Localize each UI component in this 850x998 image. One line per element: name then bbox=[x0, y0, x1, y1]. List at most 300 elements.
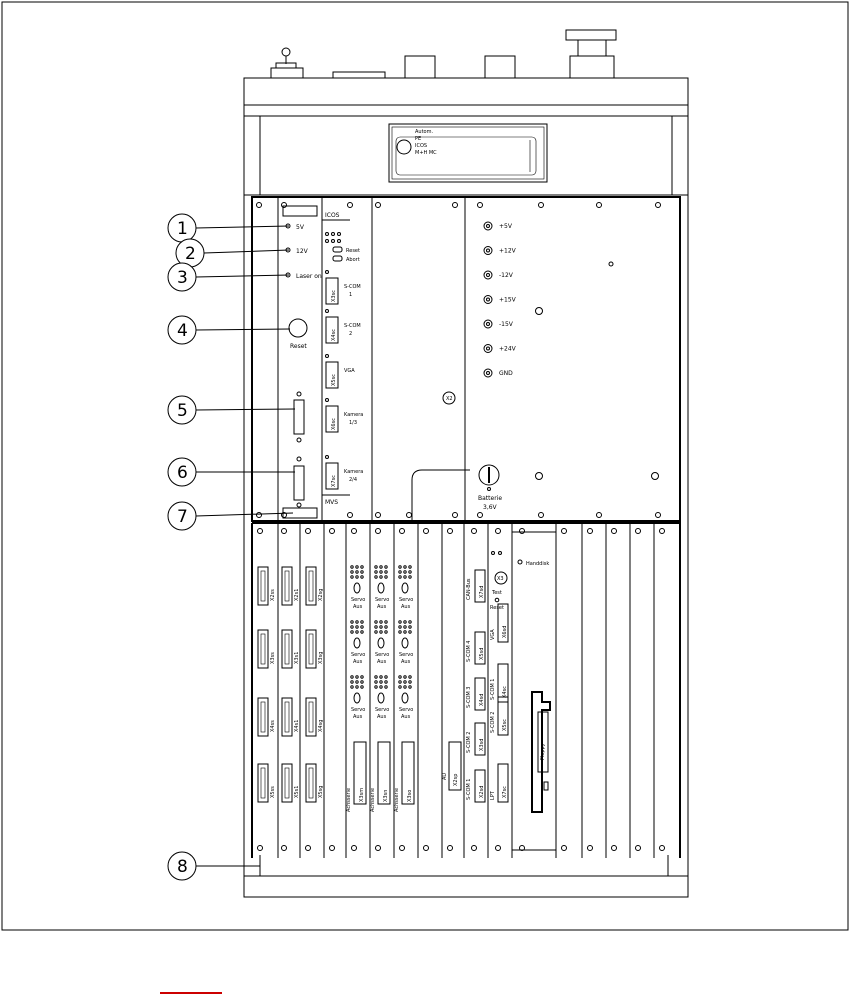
floppy-label: Floppy bbox=[540, 743, 546, 760]
sim-connector bbox=[258, 698, 268, 736]
voltage-test-point bbox=[484, 345, 492, 353]
servo-knob bbox=[354, 638, 360, 648]
servo-label: Servo bbox=[399, 652, 414, 658]
reset-led bbox=[495, 598, 499, 602]
servo-led bbox=[404, 626, 406, 628]
servo-led bbox=[356, 626, 358, 628]
servo-led bbox=[356, 621, 358, 623]
servo-led bbox=[409, 566, 411, 568]
servo-led bbox=[380, 576, 382, 578]
slot-screw bbox=[448, 529, 453, 534]
com-a-port-label: S-COM 3 bbox=[466, 686, 472, 708]
rack-screw bbox=[376, 513, 381, 518]
icos-port-label: S-COM bbox=[344, 284, 361, 290]
servo-led bbox=[351, 621, 353, 623]
icos-abort-label: Abort bbox=[346, 257, 360, 263]
roof-connectors bbox=[271, 30, 616, 78]
voltage-test-point bbox=[484, 247, 492, 255]
lower-card-cage bbox=[252, 523, 680, 858]
slot-screw bbox=[472, 529, 477, 534]
icos-port-label: Kamera bbox=[344, 469, 364, 475]
reset-button bbox=[289, 319, 307, 337]
servo-led bbox=[356, 576, 358, 578]
rack-screw bbox=[539, 203, 544, 208]
sim-connector-pins bbox=[309, 634, 313, 664]
sim-connector-pins bbox=[261, 634, 265, 664]
rack-screw bbox=[257, 513, 262, 518]
slot-screw bbox=[588, 529, 593, 534]
servo-knob bbox=[402, 638, 408, 648]
slot-screw bbox=[282, 846, 287, 851]
com-a-conn-label: X2sd bbox=[479, 785, 485, 798]
slot-screw bbox=[352, 846, 357, 851]
icos-port-label: S-COM bbox=[344, 323, 361, 329]
slot-screw bbox=[448, 846, 453, 851]
servo-led bbox=[375, 566, 377, 568]
icos-port-led bbox=[326, 399, 329, 402]
servo-led bbox=[404, 566, 406, 568]
servo-led bbox=[380, 571, 382, 573]
callout-number: 8 bbox=[177, 857, 188, 877]
plate-text-1: Autom. bbox=[415, 129, 434, 135]
servo-led bbox=[380, 681, 382, 683]
servo-led bbox=[399, 626, 401, 628]
sim-connector-pins bbox=[285, 634, 289, 664]
servo-led bbox=[351, 566, 353, 568]
icos-port-led bbox=[326, 355, 329, 358]
servo-led bbox=[399, 576, 401, 578]
com-a-conn-label: X5sd bbox=[479, 647, 485, 660]
voltage-label: +15V bbox=[499, 296, 516, 304]
sim-connector-label: X2ss bbox=[270, 589, 276, 601]
x2-label: X2 bbox=[446, 396, 453, 402]
servo-led bbox=[409, 686, 411, 688]
servo-sublabel: Aus bbox=[401, 659, 411, 665]
servo-led bbox=[385, 676, 387, 678]
slot-screw bbox=[520, 529, 525, 534]
servo-name-label: Achsserie bbox=[394, 787, 400, 812]
voltage-test-point bbox=[484, 296, 492, 304]
slot-screw bbox=[636, 529, 641, 534]
cabinet bbox=[244, 78, 688, 897]
servo-name-label: Achsserie bbox=[346, 787, 352, 812]
voltage-test-point bbox=[484, 271, 492, 279]
slot-screw bbox=[496, 529, 501, 534]
rack-screw bbox=[478, 513, 483, 518]
callout-leader bbox=[196, 409, 295, 410]
servo-sublabel: Aus bbox=[401, 714, 411, 720]
servo-led bbox=[351, 686, 353, 688]
servo-led bbox=[409, 621, 411, 623]
com-a-conn-label: X3sd bbox=[479, 738, 485, 751]
figure-frame bbox=[2, 2, 848, 930]
icos-port-conn-label: X5sc bbox=[331, 374, 337, 386]
servo-led bbox=[380, 566, 382, 568]
icos-port-conn-label: X3sc bbox=[331, 290, 337, 302]
slot-screw bbox=[660, 846, 665, 851]
slot-screw bbox=[424, 529, 429, 534]
com-b-port-label: VGA bbox=[490, 629, 496, 640]
callout-number: 4 bbox=[177, 321, 188, 341]
sim-connector-pins bbox=[309, 768, 313, 798]
x2-panel bbox=[372, 197, 470, 521]
servo-led bbox=[375, 631, 377, 633]
voltage-label: +12V bbox=[499, 247, 516, 255]
servo-sublabel: Aus bbox=[377, 714, 387, 720]
voltage-test-point-core bbox=[487, 274, 490, 277]
icos-port-sublabel: 1/3 bbox=[349, 420, 358, 426]
sim-connector-label: X2sg bbox=[318, 588, 324, 601]
sim-connector bbox=[306, 764, 316, 802]
com-b-conn-label: X6sd bbox=[502, 625, 508, 638]
slot-screw bbox=[352, 529, 357, 534]
servo-led bbox=[385, 566, 387, 568]
rack-screw bbox=[407, 513, 412, 518]
servo-led bbox=[361, 676, 363, 678]
com-b-port-label: S-COM 1 bbox=[490, 678, 496, 700]
servo-connector-label: X3sn bbox=[383, 789, 389, 802]
icos-title: ICOS bbox=[325, 212, 340, 219]
rack-screw bbox=[539, 513, 544, 518]
slot-screw bbox=[636, 846, 641, 851]
servo-sublabel: Aus bbox=[353, 604, 363, 610]
voltage-test-point-core bbox=[487, 372, 490, 375]
rack-screw bbox=[656, 513, 661, 518]
sim-connector-label: X3sg bbox=[318, 651, 324, 664]
servo-led bbox=[351, 681, 353, 683]
sim-connector bbox=[282, 567, 292, 605]
slot-screw bbox=[258, 529, 263, 534]
servo-sublabel: Aus bbox=[377, 604, 387, 610]
servo-led bbox=[404, 576, 406, 578]
servo-led bbox=[380, 686, 382, 688]
sim-connector-pins bbox=[285, 571, 289, 601]
voltage-label: GND bbox=[499, 370, 513, 377]
servo-knob bbox=[378, 583, 384, 593]
servo-led bbox=[399, 621, 401, 623]
voltage-test-point bbox=[484, 222, 492, 230]
sim-connector-pins bbox=[309, 571, 313, 601]
au-connector-label: X2sp bbox=[453, 773, 459, 786]
rack-screw bbox=[597, 513, 602, 518]
battery-label: Batterie bbox=[478, 495, 503, 502]
sim-connector-label: X4sg bbox=[318, 719, 324, 732]
rack-screw bbox=[453, 203, 458, 208]
servo-knob bbox=[354, 583, 360, 593]
test-label: Test bbox=[492, 590, 502, 596]
icos-port-led bbox=[326, 456, 329, 459]
servo-led bbox=[361, 626, 363, 628]
slot-screw bbox=[258, 846, 263, 851]
sim-connector bbox=[282, 764, 292, 802]
servo-led bbox=[356, 566, 358, 568]
slot-screw bbox=[660, 529, 665, 534]
led-5v-label: 5V bbox=[296, 224, 304, 231]
callout-leader bbox=[196, 329, 290, 330]
sim-connector-pins bbox=[261, 702, 265, 732]
rack-screw bbox=[257, 203, 262, 208]
servo-led bbox=[399, 566, 401, 568]
servo-sublabel: Aus bbox=[353, 714, 363, 720]
slot-screw bbox=[376, 529, 381, 534]
sim-connector bbox=[306, 630, 316, 668]
slot-screw bbox=[282, 529, 287, 534]
servo-label: Servo bbox=[351, 597, 366, 603]
sim-connector bbox=[282, 698, 292, 736]
sim-connector-label: X3ss bbox=[270, 652, 276, 664]
servo-led bbox=[356, 631, 358, 633]
slot-screw bbox=[612, 846, 617, 851]
servo-knob bbox=[402, 693, 408, 703]
servo-led bbox=[399, 686, 401, 688]
floppy-slot bbox=[512, 532, 556, 850]
servo-led bbox=[380, 676, 382, 678]
callout-number: 3 bbox=[177, 268, 188, 288]
voltage-label: +5V bbox=[499, 223, 512, 230]
servo-led bbox=[361, 576, 363, 578]
servo-led bbox=[385, 631, 387, 633]
sim-connector bbox=[282, 630, 292, 668]
icos-port-sublabel: 2 bbox=[349, 331, 353, 337]
callout-leader bbox=[196, 226, 289, 228]
servo-led bbox=[380, 631, 382, 633]
sim-connector bbox=[258, 567, 268, 605]
callout-leader bbox=[196, 275, 289, 277]
led-12v-label: 12V bbox=[296, 248, 308, 255]
servo-led bbox=[351, 576, 353, 578]
rack-screw bbox=[282, 203, 287, 208]
icos-port-sublabel: 1 bbox=[349, 292, 353, 298]
com-a-port-label: S-COM 2 bbox=[466, 731, 472, 753]
rack-screw bbox=[376, 203, 381, 208]
sim-connector-pins bbox=[285, 768, 289, 798]
voltage-label: -15V bbox=[499, 321, 513, 328]
slot-screw bbox=[330, 846, 335, 851]
com-b-conn-label: X7sc bbox=[502, 786, 508, 798]
sim-connector-pins bbox=[309, 702, 313, 732]
slot-screw bbox=[562, 846, 567, 851]
voltage-test-point-core bbox=[487, 347, 490, 350]
servo-led bbox=[409, 576, 411, 578]
servo-led bbox=[375, 621, 377, 623]
servo-led bbox=[385, 621, 387, 623]
servo-led bbox=[409, 631, 411, 633]
rack-screw bbox=[597, 203, 602, 208]
servo-led bbox=[351, 571, 353, 573]
sim-connector bbox=[306, 698, 316, 736]
servo-led bbox=[385, 576, 387, 578]
servo-led bbox=[404, 621, 406, 623]
servo-led bbox=[375, 626, 377, 628]
sim-connector-pins bbox=[261, 571, 265, 601]
servo-led bbox=[356, 676, 358, 678]
rack-screw bbox=[348, 203, 353, 208]
servo-label: Servo bbox=[351, 652, 366, 658]
servo-led bbox=[380, 626, 382, 628]
slot-screw bbox=[496, 846, 501, 851]
rack-screw bbox=[478, 203, 483, 208]
icos-port-conn-label: X4sc bbox=[331, 329, 337, 341]
icos-port-led bbox=[326, 310, 329, 313]
servo-led bbox=[375, 676, 377, 678]
callout-number: 1 bbox=[177, 219, 188, 239]
servo-led bbox=[385, 571, 387, 573]
slot-screw bbox=[306, 529, 311, 534]
sim-connector-label: X5s1 bbox=[294, 785, 300, 798]
mvs-title: MVS bbox=[325, 499, 339, 506]
servo-led bbox=[380, 621, 382, 623]
servo-knob bbox=[378, 638, 384, 648]
icos-port-conn-label: X7sc bbox=[331, 475, 337, 487]
icos-port-label: VGA bbox=[344, 368, 355, 374]
slot-screw bbox=[306, 846, 311, 851]
servo-led bbox=[409, 571, 411, 573]
battery-voltage: 3,6V bbox=[483, 504, 497, 511]
callouts bbox=[168, 214, 295, 880]
voltage-test-point-core bbox=[487, 225, 490, 228]
com-b-conn-label: X5sc bbox=[502, 719, 508, 731]
com-b-conn-label: X4sc bbox=[502, 686, 508, 698]
label-plate bbox=[389, 124, 547, 182]
servo-led bbox=[361, 681, 363, 683]
servo-led bbox=[351, 631, 353, 633]
servo-led bbox=[399, 681, 401, 683]
sim-connector bbox=[258, 764, 268, 802]
slot-screw bbox=[376, 846, 381, 851]
servo-led bbox=[399, 676, 401, 678]
voltage-test-point-core bbox=[487, 249, 490, 252]
servo-sublabel: Aus bbox=[353, 659, 363, 665]
icos-panel bbox=[322, 197, 372, 521]
status-led bbox=[499, 552, 502, 555]
servo-led bbox=[409, 676, 411, 678]
icos-port-sublabel: 2/4 bbox=[349, 477, 358, 483]
servo-led bbox=[375, 686, 377, 688]
servo-led bbox=[404, 676, 406, 678]
callout-leader bbox=[204, 250, 289, 253]
com-b-port-label: LPT bbox=[490, 791, 496, 800]
servo-knob bbox=[354, 693, 360, 703]
sim-connector bbox=[258, 630, 268, 668]
servo-label: Servo bbox=[375, 597, 390, 603]
com-a-conn-label: X7sd bbox=[479, 585, 485, 598]
voltage-test-point-core bbox=[487, 323, 490, 326]
sim-connector-pins bbox=[261, 768, 265, 798]
sim-connector-label: X5ss bbox=[270, 786, 276, 798]
reset-label: Reset bbox=[490, 605, 504, 611]
com-a-port-label: S-COM 1 bbox=[466, 778, 472, 800]
floppy-led-label: Handdisk bbox=[526, 561, 550, 567]
servo-led bbox=[356, 571, 358, 573]
sim-connector-label: X2s1 bbox=[294, 588, 300, 601]
callout-number: 7 bbox=[177, 507, 188, 527]
sim-connector-label: X5sg bbox=[318, 785, 324, 798]
servo-label: Servo bbox=[399, 707, 414, 713]
servo-led bbox=[404, 571, 406, 573]
plate-text-4: M+H MC bbox=[415, 150, 437, 156]
com-b-port-label: S-COM 2 bbox=[490, 711, 496, 733]
status-led bbox=[492, 552, 495, 555]
voltage-test-point bbox=[484, 369, 492, 377]
slot-screw bbox=[472, 846, 477, 851]
servo-label: Servo bbox=[399, 597, 414, 603]
x3-label: X3 bbox=[497, 576, 504, 582]
callout-number: 2 bbox=[185, 244, 196, 264]
rack-screw bbox=[453, 513, 458, 518]
power-panel bbox=[465, 197, 680, 521]
servo-led bbox=[361, 631, 363, 633]
servo-label: Servo bbox=[351, 707, 366, 713]
servo-led bbox=[404, 681, 406, 683]
plate-text-2: PE bbox=[415, 136, 422, 142]
servo-led bbox=[385, 626, 387, 628]
servo-sublabel: Aus bbox=[377, 659, 387, 665]
icos-reset-label: Reset bbox=[346, 248, 360, 254]
voltage-label: +24V bbox=[499, 345, 516, 353]
voltage-test-point bbox=[484, 320, 492, 328]
servo-led bbox=[375, 681, 377, 683]
slot-screw bbox=[424, 846, 429, 851]
servo-led bbox=[361, 566, 363, 568]
sim-connector-label: X3s1 bbox=[294, 651, 300, 664]
slot-screw bbox=[330, 529, 335, 534]
callout-number: 6 bbox=[177, 463, 188, 483]
servo-led bbox=[356, 686, 358, 688]
servo-led bbox=[385, 681, 387, 683]
servo-led bbox=[399, 631, 401, 633]
rack-screw bbox=[656, 203, 661, 208]
slot-screw bbox=[588, 846, 593, 851]
servo-label: Servo bbox=[375, 652, 390, 658]
servo-label: Servo bbox=[375, 707, 390, 713]
icos-port-led bbox=[326, 271, 329, 274]
servo-led bbox=[351, 676, 353, 678]
servo-led bbox=[361, 571, 363, 573]
sim-connector-label: X4ss bbox=[270, 720, 276, 732]
servo-led bbox=[375, 571, 377, 573]
servo-led bbox=[409, 681, 411, 683]
servo-led bbox=[361, 686, 363, 688]
upper-rack bbox=[252, 197, 680, 858]
servo-knob bbox=[378, 693, 384, 703]
servo-led bbox=[404, 631, 406, 633]
voltage-label: -12V bbox=[499, 272, 513, 279]
servo-connector-label: X3so bbox=[407, 789, 413, 802]
icos-port-conn-label: X6sc bbox=[331, 418, 337, 430]
servo-connector-label: X3sm bbox=[359, 787, 365, 802]
sim-connector-label: X4s1 bbox=[294, 719, 300, 732]
servo-led bbox=[351, 626, 353, 628]
laser-on-label: Laser on bbox=[296, 273, 322, 280]
com-a-port-label: S-COM 4 bbox=[466, 640, 472, 662]
servo-led bbox=[404, 686, 406, 688]
servo-led bbox=[356, 681, 358, 683]
au-label: AU bbox=[442, 772, 448, 780]
sim-connector bbox=[306, 567, 316, 605]
sim-connector-pins bbox=[285, 702, 289, 732]
slot-screw bbox=[400, 846, 405, 851]
rack-screw bbox=[348, 513, 353, 518]
com-a-port-label: CAN-Bus bbox=[466, 578, 472, 600]
servo-led bbox=[409, 626, 411, 628]
com-a-conn-label: X4sd bbox=[479, 693, 485, 706]
servo-led bbox=[361, 621, 363, 623]
callout-number: 5 bbox=[177, 401, 188, 421]
plate-text-3: ICOS bbox=[415, 143, 428, 149]
servo-led bbox=[375, 576, 377, 578]
slot-screw bbox=[400, 529, 405, 534]
servo-sublabel: Aus bbox=[401, 604, 411, 610]
